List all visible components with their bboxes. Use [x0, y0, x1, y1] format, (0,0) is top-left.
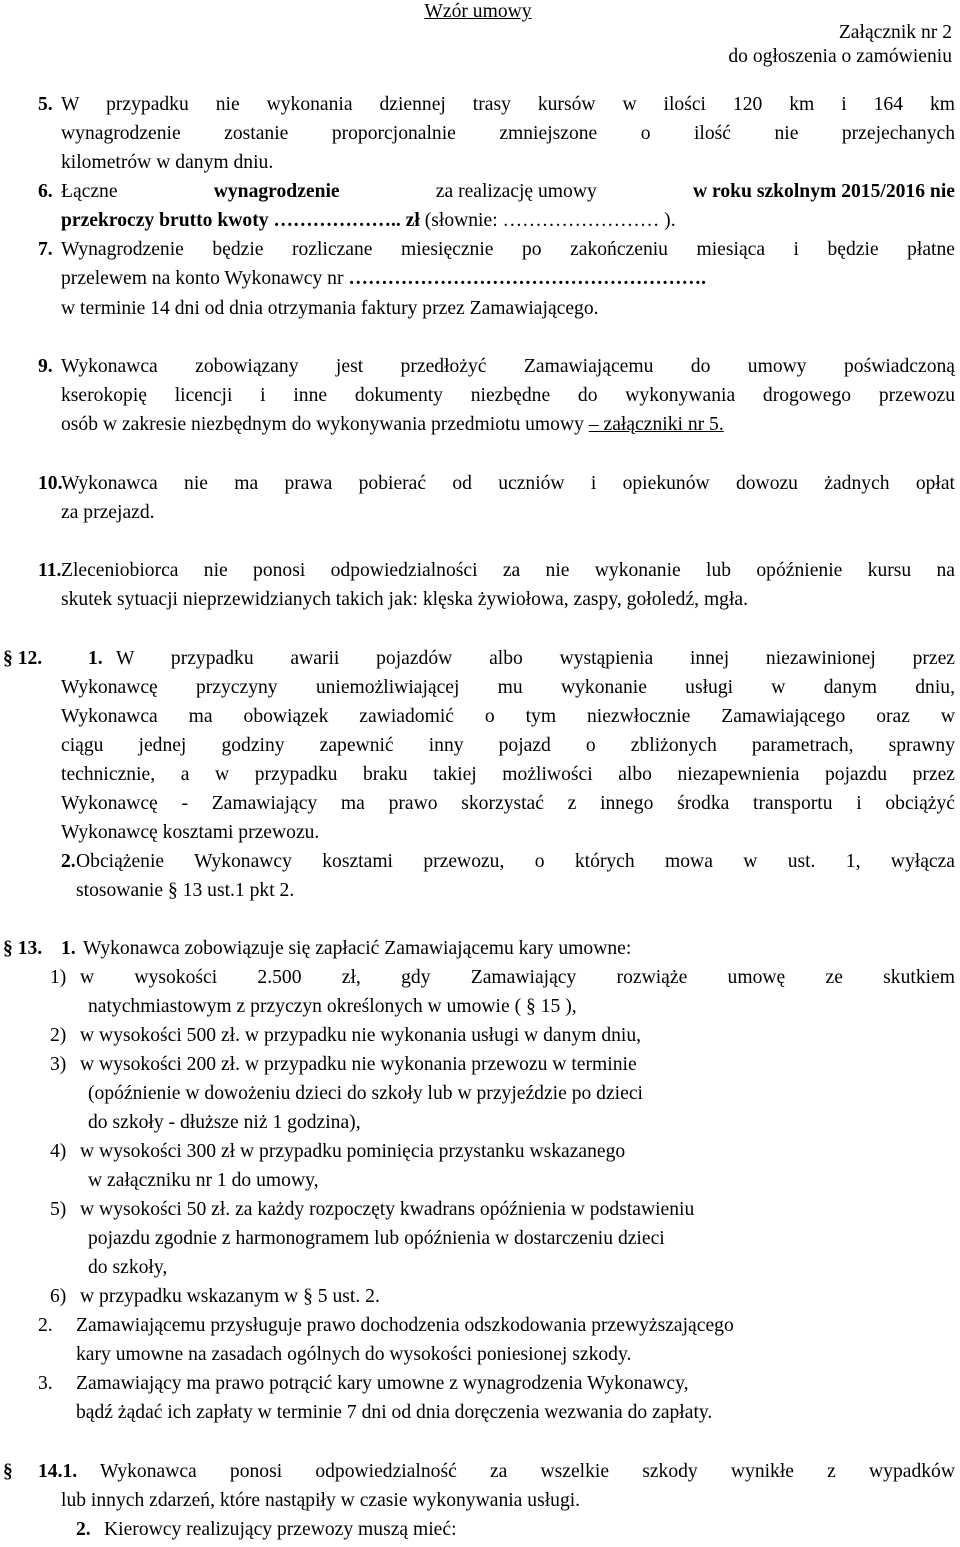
text-line: pojazdu zgodnie z harmonogramem lub opóźnienia w dostarczeniu dzieci [88, 1228, 665, 1249]
text-line [61, 178, 955, 206]
attachment-reference: – załączniki nr 5. [588, 414, 724, 435]
document-title: Wzór umowy [424, 1, 532, 22]
text-line [61, 265, 706, 293]
text-line: Wykonawca nie ma prawa pobierać od uczniów i opiekunów dowozu żadnych opłat [61, 473, 955, 494]
text-line: Zamawiającemu przysługuje prawo dochodzenia odszkodowania przewyższającego [76, 1315, 734, 1336]
item-number: 14.1. [38, 1461, 78, 1482]
paragraph-number: 11. [38, 560, 62, 581]
text-line: stosowanie § 13 ust.1 pkt 2. [76, 880, 295, 901]
text-line: w wysokości 50 zł. za każdy rozpoczęty kwadrans opóźnienia w podstawieniu [80, 1199, 695, 1220]
amount-field: przekroczy brutto kwoty ……………….. zł [61, 210, 420, 231]
text-line: (opóźnienie w dowożeniu dzieci do szkoły lub w przyjeździe po dzieci [88, 1083, 643, 1104]
text-fragment: osób w zakresie niezbędnym do wykonywania przedmiotu umowy [61, 414, 584, 435]
text-line: Zamawiający ma prawo potrącić kary umowne z wynagrodzenia Wykonawcy, [76, 1373, 689, 1394]
text-line: technicznie, a w przypadku braku takiej możliwości albo niezapewnienia pojazdu przez [61, 764, 955, 785]
attachment-subtitle: do ogłoszenia o zamówieniu [728, 46, 952, 67]
list-item-number: 1) [50, 967, 67, 988]
text-line: Wykonawca zobowiązany jest przedłożyć Zamawiającemu do umowy poświadczoną [61, 356, 955, 377]
list-item-number: 2) [50, 1025, 67, 1046]
text-line: skutek sytuacji nieprzewidzianych takich jak: klęska żywiołowa, zaspy, gołoledź, mgła. [61, 589, 749, 610]
text-fragment: za realizację umowy [435, 181, 597, 202]
section-heading: § 12. [3, 648, 43, 669]
paragraph-number: 9. [38, 356, 53, 377]
paragraph-number: 7. [38, 239, 53, 260]
paragraph-number: 5. [38, 94, 53, 115]
text-line: kserokopię licencji i inne dokumenty niezbędne do wykonywania drogowego przewozu [61, 385, 955, 406]
list-item-number: 4) [50, 1141, 67, 1162]
text-line: Wykonawcę - Zamawiający ma prawo skorzystać z innego środka transportu i obciążyć [61, 793, 955, 814]
attachment-number: Załącznik nr 2 [838, 22, 952, 43]
list-item-number: 3) [50, 1054, 67, 1075]
text-line: natychmiastowym z przyczyn określonych w umowie ( § 15 ), [88, 996, 577, 1017]
paragraph-number: 6. [38, 181, 53, 202]
list-item-number: 5) [50, 1199, 67, 1220]
text-line: Wykonawca ponosi odpowiedzialność za wszelkie szkody wynikłe z wypadków [100, 1461, 955, 1482]
text-line: Zleceniobiorca nie ponosi odpowiedzialności za nie wykonanie lub opóźnienie kursu na [61, 560, 955, 581]
text-line: w wysokości 200 zł. w przypadku nie wykonania przewozu w terminie [80, 1054, 637, 1075]
text-line: Wykonawcę przyczyny uniemożliwiającej mu wykonanie usługi w danym dniu, [61, 677, 955, 698]
text-line: wynagrodzenie zostanie proporcjonalnie zmniejszone o ilość nie przejechanych [61, 123, 955, 144]
text-line: Wykonawca zobowiązuje się zapłacić Zamawiającemu kary umowne: [83, 938, 632, 959]
text-line: w przypadku wskazanym w § 5 ust. 2. [80, 1286, 380, 1307]
text-fragment: wynagrodzenie [213, 181, 340, 202]
text-fragment: w roku szkolnym 2015/2016 nie [692, 181, 955, 202]
text-fragment: Łączne [61, 181, 118, 202]
text-line: W przypadku nie wykonania dziennej trasy kursów w ilości 120 km i 164 km [61, 94, 955, 115]
item-number: 2. [76, 1519, 91, 1540]
text-line: do szkoły, [88, 1257, 168, 1278]
text-line: za przejazd. [61, 502, 155, 523]
text-line: Kierowcy realizujący przewozy muszą mieć: [104, 1519, 457, 1540]
item-number: 3. [38, 1373, 53, 1394]
text-line: kary umowne na zasadach ogólnych do wysokości poniesionej szkody. [76, 1344, 632, 1365]
text-fragment: przelewem na konto Wykonawcy nr [61, 268, 344, 289]
text-line: do szkoły - dłuższe niż 1 godzina), [88, 1112, 361, 1133]
text-line: Obciążenie Wykonawcy kosztami przewozu, o których mowa w ust. 1, wyłącza [76, 851, 955, 872]
text-line [61, 411, 724, 439]
item-number: 2. [61, 851, 76, 872]
text-line: w wysokości 500 zł. w przypadku nie wykonania usługi w danym dniu, [80, 1025, 642, 1046]
attachment-note [728, 21, 952, 69]
text-line: w wysokości 2.500 zł, gdy Zamawiający rozwiąże umowę ze skutkiem [80, 967, 955, 988]
text-line: w załączniku nr 1 do umowy, [88, 1170, 319, 1191]
amount-in-words-field: (słownie: …………………… ). [424, 210, 676, 231]
text-line: lub innych zdarzeń, które nastąpiły w czasie wykonywania usługi. [61, 1490, 581, 1511]
text-line: w terminie 14 dni od dnia otrzymania faktury przez Zamawiającego. [61, 298, 599, 319]
text-line: W przypadku awarii pojazdów albo wystąpienia innej niezawinionej przez [116, 648, 955, 669]
item-number: 1. [61, 938, 76, 959]
section-heading: § 13. [3, 938, 43, 959]
paragraph-number: 10. [38, 473, 63, 494]
list-item-number: 6) [50, 1286, 67, 1307]
item-number: 1. [88, 648, 103, 669]
text-line: Wykonawcę kosztami przewozu. [61, 822, 320, 843]
text-line: Wynagrodzenie będzie rozliczane miesięcznie po zakończeniu miesiąca i będzie płatne [61, 239, 955, 260]
item-number: 2. [38, 1315, 53, 1336]
text-line: Wykonawca ma obowiązek zawiadomić o tym niezwłocznie Zamawiającego oraz w [61, 706, 955, 727]
text-line: kilometrów w danym dniu. [61, 152, 274, 173]
text-line: bądź żądać ich zapłaty w terminie 7 dni od dnia doręczenia wezwania do zapłaty. [76, 1402, 713, 1423]
account-number-field: ………………………………………………. [348, 268, 706, 289]
text-line [61, 207, 676, 235]
section-heading: § [3, 1461, 13, 1482]
text-line: w wysokości 300 zł w przypadku pominięcia przystanku wskazanego [80, 1141, 626, 1162]
text-line: ciągu jednej godziny zapewnić inny pojazd o zbliżonych parametrach, sprawny [61, 735, 955, 756]
